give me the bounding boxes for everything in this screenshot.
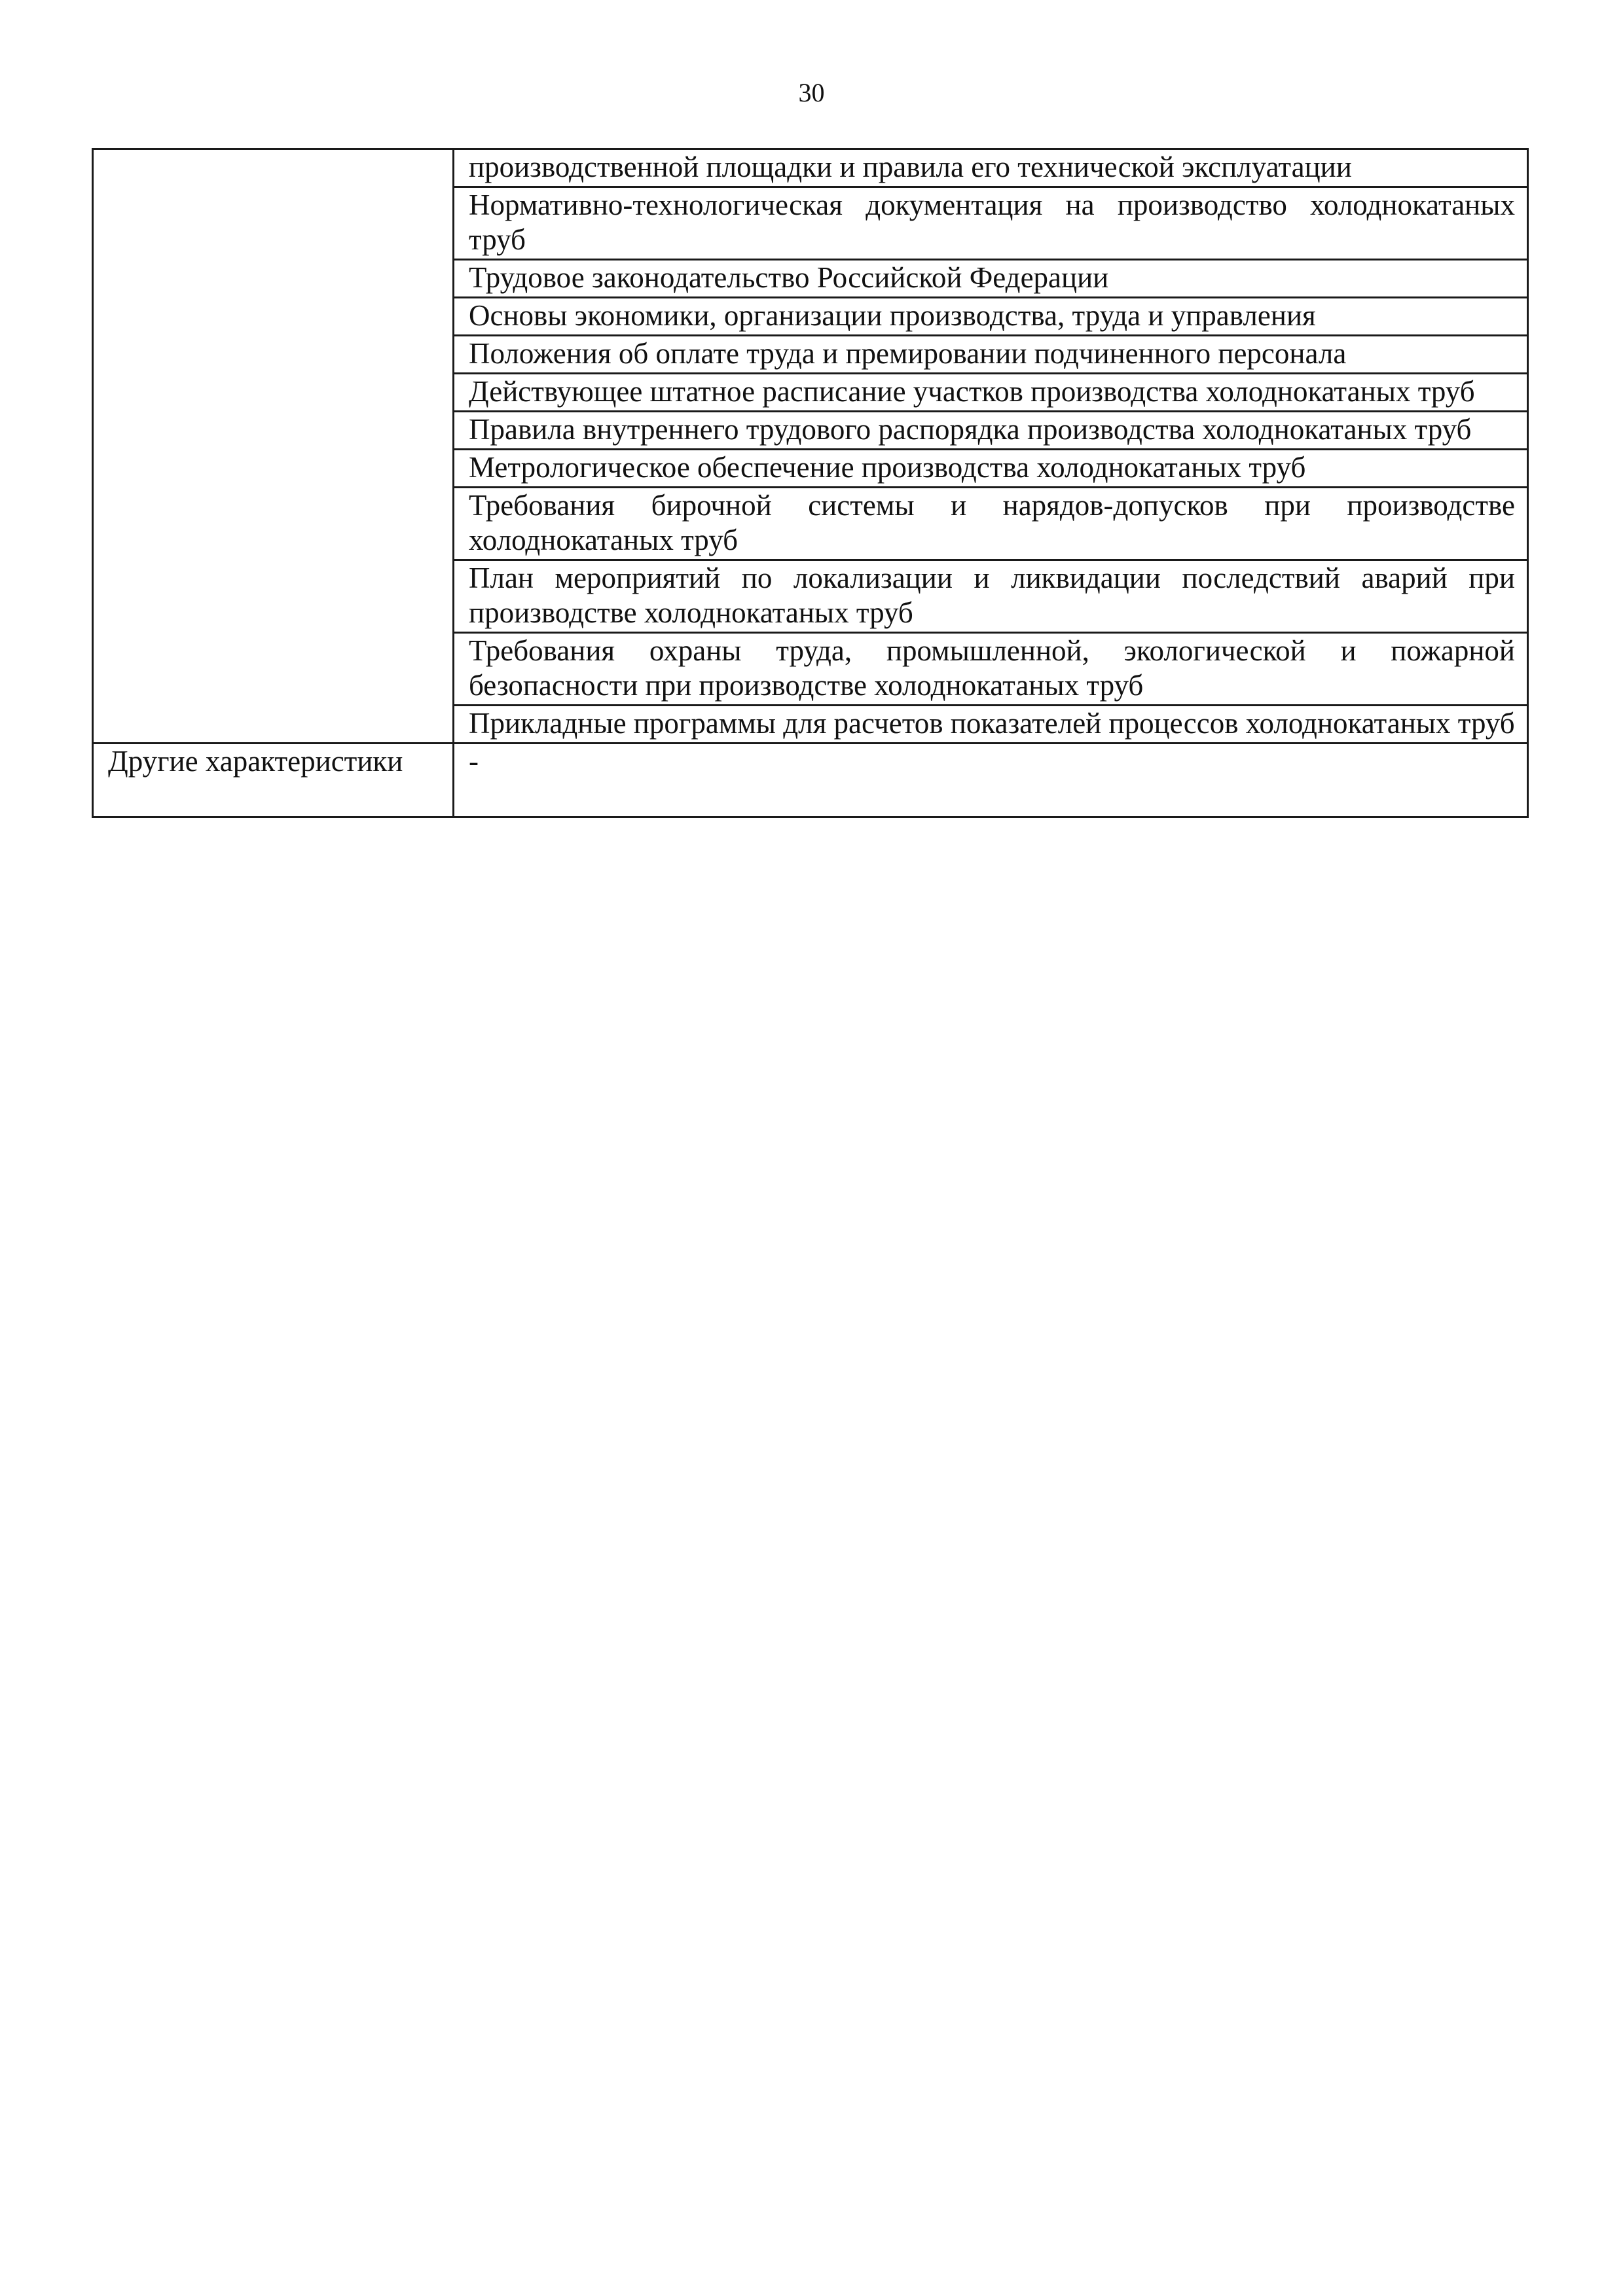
table-row [93, 149, 1528, 187]
job-requirements-table [92, 148, 1529, 818]
knowledge-item: Трудовое законодательство Российской Федерации [454, 260, 1528, 298]
knowledge-item: Требования охраны труда, промышленной, экологической и пожарной безопасности при производстве холоднокатаных труб [454, 633, 1528, 706]
knowledge-item: Положения об оплате труда и премировании подчиненного персонала [454, 336, 1528, 374]
other-characteristics-value: - [454, 744, 1528, 817]
knowledge-item: Правила внутреннего трудового распорядка производства холоднокатаных труб [454, 412, 1528, 450]
knowledge-item: Основы экономики, организации производства, труда и управления [454, 298, 1528, 336]
knowledge-item: Нормативно-технологическая документация на производство холоднокатаных труб [454, 187, 1528, 260]
other-characteristics-label: Другие характеристики [93, 744, 454, 817]
knowledge-item: Действующее штатное расписание участков производства холоднокатаных труб [454, 374, 1528, 412]
knowledge-item: План мероприятий по локализации и ликвидации последствий аварий при производстве холоднокатаных труб [454, 560, 1528, 633]
knowledge-label-cell [93, 149, 454, 744]
knowledge-item: Метрологическое обеспечение производства холоднокатаных труб [454, 450, 1528, 488]
knowledge-item: Требования бирочной системы и нарядов-допусков при производстве холоднокатаных труб [454, 488, 1528, 560]
knowledge-item: производственной площадки и правила его технической эксплуатации [454, 149, 1528, 187]
other-characteristics-row [93, 744, 1528, 817]
page-number: 30 [798, 78, 825, 107]
knowledge-item: Прикладные программы для расчетов показателей процессов холоднокатаных труб [454, 706, 1528, 744]
